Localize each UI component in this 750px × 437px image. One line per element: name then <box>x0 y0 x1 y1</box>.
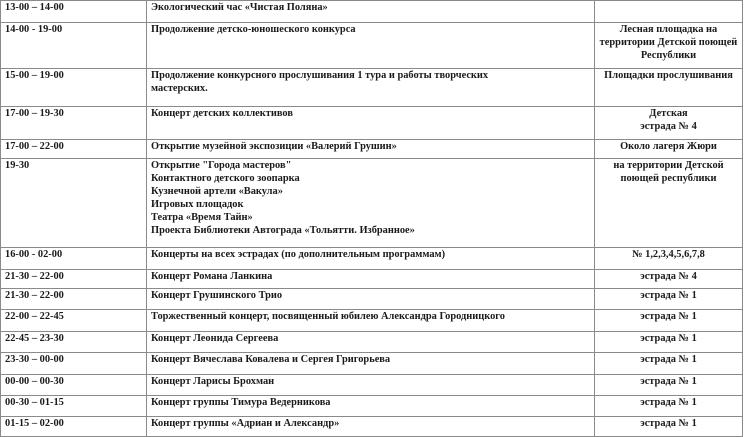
place-cell <box>595 270 743 289</box>
event-cell <box>147 1 595 23</box>
event-line: Концерт Ларисы Брохман <box>151 376 275 387</box>
event-line: Театра «Время Тайн» <box>151 212 253 223</box>
event-line: Концерты на всех эстрадах (по дополнительным программам) <box>151 249 446 260</box>
time-cell: 00-00 – 00-30 <box>1 375 147 396</box>
event-cell <box>147 270 595 289</box>
event-line: Продолжение детско-юношеского конкурса <box>151 24 356 35</box>
place-cell <box>595 1 743 23</box>
table-row <box>1 396 743 417</box>
event-line: Экологический час «Чистая Поляна» <box>151 2 328 13</box>
place-line: на территории Детской поющей республики <box>613 160 724 184</box>
event-line: мастерских. <box>151 83 208 94</box>
place-cell <box>595 248 743 270</box>
place-line: эстрада № 1 <box>640 333 697 344</box>
place-line: эстрада № 1 <box>640 397 697 408</box>
event-line: Открытие "Города мастеров" <box>151 160 292 171</box>
event-line: Проекта Библиотеки Автограда «Тольятти. Избранное» <box>151 225 415 236</box>
place-line: эстрада № 1 <box>640 376 697 387</box>
event-line: Игровых площадок <box>151 199 244 210</box>
place-line: № 1,2,3,4,5,6,7,8 <box>632 249 705 260</box>
place-line: эстрада № 4 <box>640 271 697 282</box>
schedule-body <box>1 1 743 437</box>
place-cell <box>595 140 743 159</box>
place-cell <box>595 396 743 417</box>
event-line: Концерт Грушинского Трио <box>151 290 283 301</box>
place-cell <box>595 353 743 375</box>
event-cell <box>147 375 595 396</box>
table-row <box>1 1 743 23</box>
event-cell <box>147 353 595 375</box>
table-row <box>1 140 743 159</box>
table-row <box>1 159 743 248</box>
place-line: эстрада № 1 <box>640 311 697 322</box>
place-line: эстрада № 1 <box>640 418 697 429</box>
place-line: Около лагеря Жюри <box>620 141 717 152</box>
time-cell: 17-00 – 19-30 <box>1 107 147 140</box>
event-cell <box>147 107 595 140</box>
event-cell <box>147 159 595 248</box>
event-line: Контактного детского зоопарка <box>151 173 300 184</box>
time-cell: 00-30 – 01-15 <box>1 396 147 417</box>
place-cell <box>595 23 743 69</box>
table-row <box>1 69 743 107</box>
event-cell <box>147 23 595 69</box>
event-cell <box>147 289 595 310</box>
event-line: Открытие музейной экспозиции «Валерий Грушин» <box>151 141 397 152</box>
place-cell <box>595 332 743 353</box>
event-line: Концерт детских коллективов <box>151 108 293 119</box>
time-cell: 16-00 - 02-00 <box>1 248 147 270</box>
time-cell: 21-30 – 22-00 <box>1 289 147 310</box>
event-cell <box>147 417 595 437</box>
place-line: Площадки прослушивания <box>604 70 733 81</box>
event-cell <box>147 396 595 417</box>
time-cell: 15-00 – 19-00 <box>1 69 147 107</box>
table-row <box>1 23 743 69</box>
place-cell <box>595 69 743 107</box>
time-cell: 19-30 <box>1 159 147 248</box>
place-line: эстрада № 1 <box>640 290 697 301</box>
time-cell: 22-00 – 22-45 <box>1 310 147 332</box>
place-line: эстрада № 4 <box>640 121 697 132</box>
table-row <box>1 270 743 289</box>
event-line: Концерт группы Тимура Ведерникова <box>151 397 331 408</box>
event-line: Концерт Вячеслава Ковалева и Сергея Григорьева <box>151 354 391 365</box>
event-line: Концерт группы «Адриан и Александр» <box>151 418 340 429</box>
place-cell <box>595 107 743 140</box>
time-cell: 14-00 - 19-00 <box>1 23 147 69</box>
table-row <box>1 248 743 270</box>
place-cell <box>595 289 743 310</box>
table-row <box>1 353 743 375</box>
table-row <box>1 375 743 396</box>
event-cell <box>147 310 595 332</box>
table-row <box>1 289 743 310</box>
time-cell: 17-00 – 22-00 <box>1 140 147 159</box>
event-line: Концерт Романа Ланкина <box>151 271 273 282</box>
place-line: эстрада № 1 <box>640 354 697 365</box>
event-cell <box>147 140 595 159</box>
place-cell <box>595 417 743 437</box>
time-cell: 23-30 – 00-00 <box>1 353 147 375</box>
event-cell <box>147 332 595 353</box>
time-cell: 13-00 – 14-00 <box>1 1 147 23</box>
time-cell: 01-15 – 02-00 <box>1 417 147 437</box>
place-cell <box>595 310 743 332</box>
place-line: Лесная площадка на территории Детской поющей Республики <box>599 24 738 61</box>
table-row <box>1 310 743 332</box>
place-cell <box>595 375 743 396</box>
place-line: Детская <box>649 108 688 119</box>
place-cell <box>595 159 743 248</box>
event-line: Торжественный концерт, посвященный юбилею Александра Городницкого <box>151 311 505 322</box>
time-cell: 22-45 – 23-30 <box>1 332 147 353</box>
event-cell <box>147 69 595 107</box>
table-row <box>1 332 743 353</box>
table-row <box>1 417 743 437</box>
event-line: Кузнечной артели «Вакула» <box>151 186 283 197</box>
table-row <box>1 107 743 140</box>
event-cell <box>147 248 595 270</box>
event-line: Концерт Леонида Сергеева <box>151 333 279 344</box>
time-cell: 21-30 – 22-00 <box>1 270 147 289</box>
event-line: Продолжение конкурсного прослушивания 1 тура и работы творческих <box>151 70 489 81</box>
